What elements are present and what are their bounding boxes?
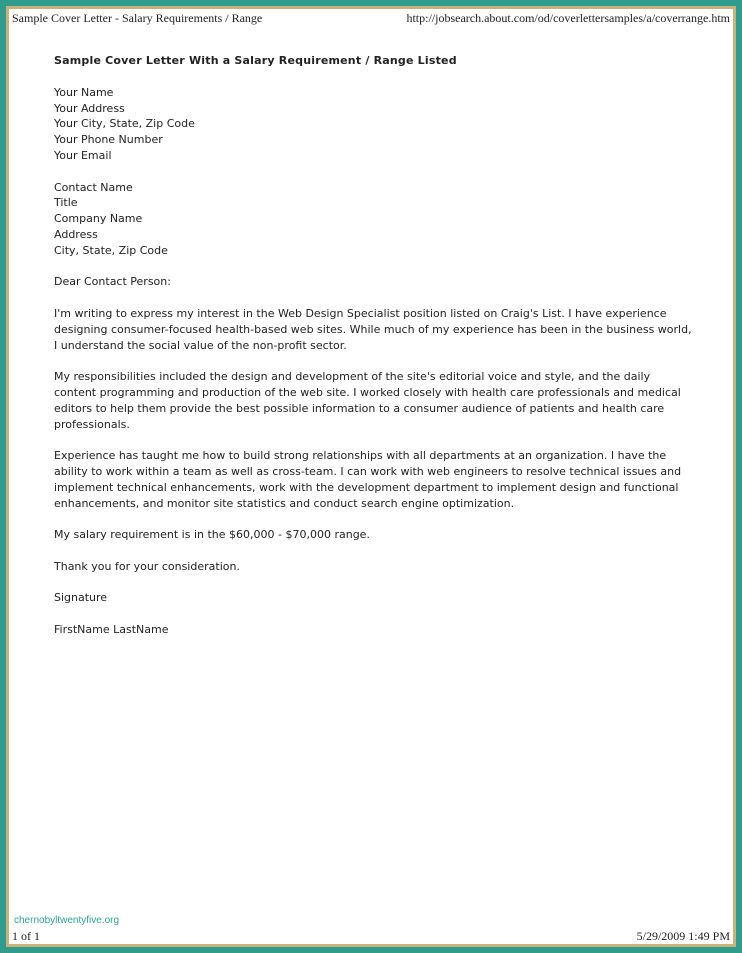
watermark: chernobyltwentyfive.org: [14, 915, 120, 926]
recipient-title: Title: [54, 196, 78, 210]
paragraph-experience: Experience has taught me how to build strong relationships with all departments at an organization. I have the ability to work within a team as well as cross-team. I can work with web engineers to resolve technical issues and implement technical enhancements, work with the development department to implement design and functional enhancements, and monitor site statistics and conduct search engine optimization.: [54, 449, 682, 510]
print-datetime: 5/29/2009 1:49 PM: [636, 929, 730, 943]
sender-email: Your Email: [54, 148, 112, 162]
letter-title: Sample Cover Letter With a Salary Requirement / Range Listed: [54, 54, 457, 67]
paragraph-responsibilities: My responsibilities included the design and development of the site's editorial voice and style, and the daily content programming and production of the web site. I worked closely with health care professionals and medical editors to help them provide the best possible information to a consumer audience of patients and health care professionals.: [54, 370, 681, 431]
sender-phone: Your Phone Number: [54, 133, 163, 147]
page-count: 1 of 1: [12, 929, 40, 943]
recipient-city: City, State, Zip Code: [54, 243, 168, 257]
signature: Signature: [54, 591, 108, 605]
header-page-title: Sample Cover Letter - Salary Requirements / Range: [12, 11, 263, 25]
header-url[interactable]: http://jobsearch.about.com/od/coverlettersamples/a/coverrange.htm: [406, 11, 730, 25]
paragraph-interest: I'm writing to express my interest in the Web Design Specialist position listed on Craig's List. I have experience designing consumer-focused health-based web sites. While much of my experience has been in the business world, I understand the social value of the non-profit sector.: [54, 306, 692, 352]
salutation: Dear Contact Person:: [54, 275, 171, 289]
paragraph-salary: My salary requirement is in the $60,000 - $70,000 range.: [54, 528, 370, 542]
signer-name: FirstName LastName: [54, 622, 169, 636]
letter-body: [54, 53, 694, 653]
recipient-street: Address: [54, 227, 98, 241]
sender-city: Your City, State, Zip Code: [54, 117, 195, 131]
sender-name: Your Name: [54, 85, 114, 99]
sender-street: Your Address: [54, 101, 125, 115]
recipient-address: [54, 180, 694, 259]
sender-address: [54, 85, 694, 164]
paragraph-thanks: Thank you for your consideration.: [54, 559, 240, 573]
recipient-company: Company Name: [54, 212, 143, 226]
recipient-name: Contact Name: [54, 180, 133, 194]
